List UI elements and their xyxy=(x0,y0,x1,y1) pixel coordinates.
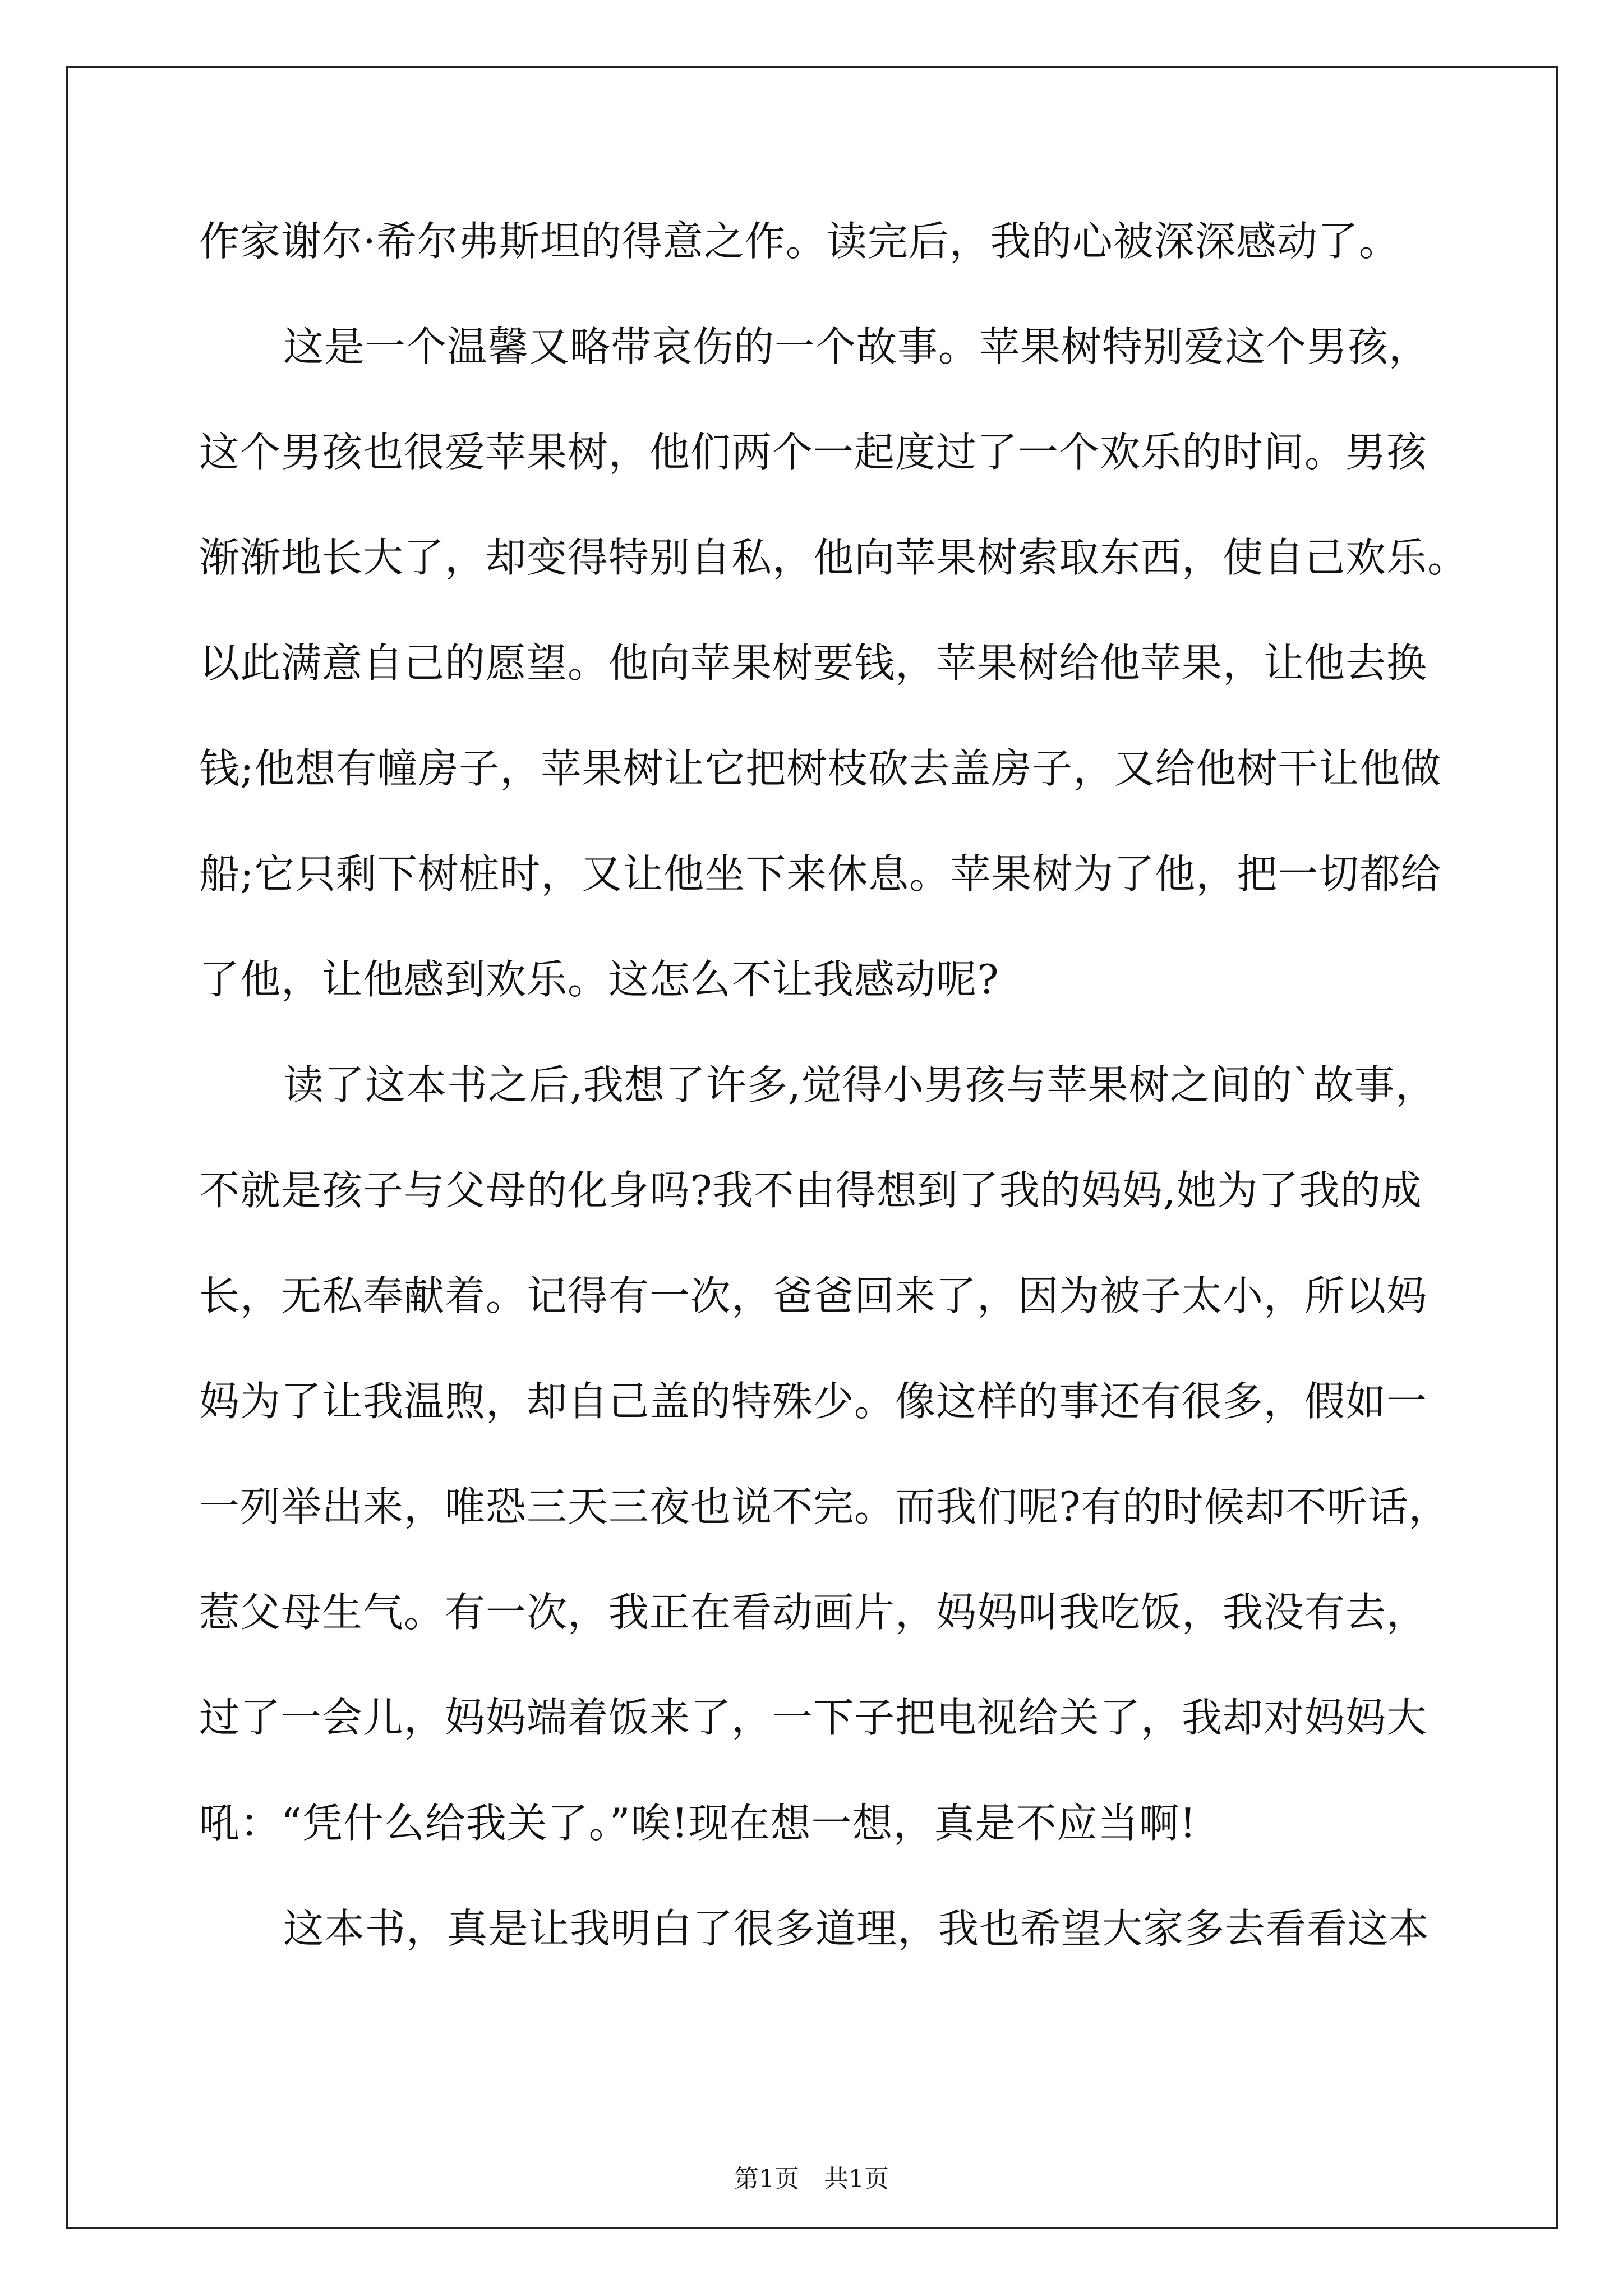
body-text-line: 钱;他想有幢房子，苹果树让它把树枝砍去盖房子，又给他树干让他做 xyxy=(199,745,1442,792)
body-text-line: 这本书，真是让我明白了很多道理，我也希望大家多去看看这本 xyxy=(283,1905,1430,1952)
body-text-line: 不就是孩子与父母的化身吗?我不由得想到了我的妈妈,她为了我的成 xyxy=(199,1167,1422,1214)
body-text-line: 妈为了让我温煦，却自己盖的特殊少。像这样的事还有很多，假如一 xyxy=(199,1378,1428,1425)
body-text-line: 以此满意自己的愿望。他向苹果树要钱，苹果树给他苹果，让他去换 xyxy=(199,639,1428,687)
body-text-line: 了他，让他感到欢乐。这怎么不让我感动呢? xyxy=(199,956,999,1003)
body-text-line: 渐渐地长大了，却变得特别自私，他向苹果树索取东西，使自己欢乐。 xyxy=(199,534,1469,581)
body-text-line: 一列举出来，唯恐三天三夜也说不完。而我们呢?有的时候却不听话， xyxy=(199,1483,1450,1530)
page-footer xyxy=(0,2162,1623,2196)
body-text-line: 读了这本书之后,我想了许多,觉得小男孩与苹果树之间的`故事， xyxy=(283,1061,1436,1108)
body-text-line: 这是一个温馨又略带哀伤的一个故事。苹果树特别爱这个男孩， xyxy=(283,323,1430,370)
body-text-line: 这个男孩也很爱苹果树，他们两个一起度过了一个欢乐的时间。男孩 xyxy=(199,429,1428,476)
body-text-line: 作家谢尔·希尔弗斯坦的得意之作。读完后，我的心被深深感动了。 xyxy=(199,218,1400,265)
body-text-line: 长，无私奉献着。记得有一次，爸爸回来了，因为被子太小，所以妈 xyxy=(199,1272,1428,1319)
body-text-line: 吼：“凭什么给我关了。”唉!现在想一想，真是不应当啊! xyxy=(199,1800,1197,1847)
body-text-line: 过了一会儿，妈妈端着饭来了，一下子把电视给关了，我却对妈妈大 xyxy=(199,1694,1428,1741)
body-text-line: 惹父母生气。有一次，我正在看动画片，妈妈叫我吃饭，我没有去， xyxy=(199,1589,1428,1636)
page-number-current: 第1页 xyxy=(734,2165,799,2193)
body-text-line: 船;它只剩下树桩时，又让他坐下来休息。苹果树为了他，把一切都给 xyxy=(199,850,1442,898)
page-number-total: 共1页 xyxy=(824,2165,889,2193)
